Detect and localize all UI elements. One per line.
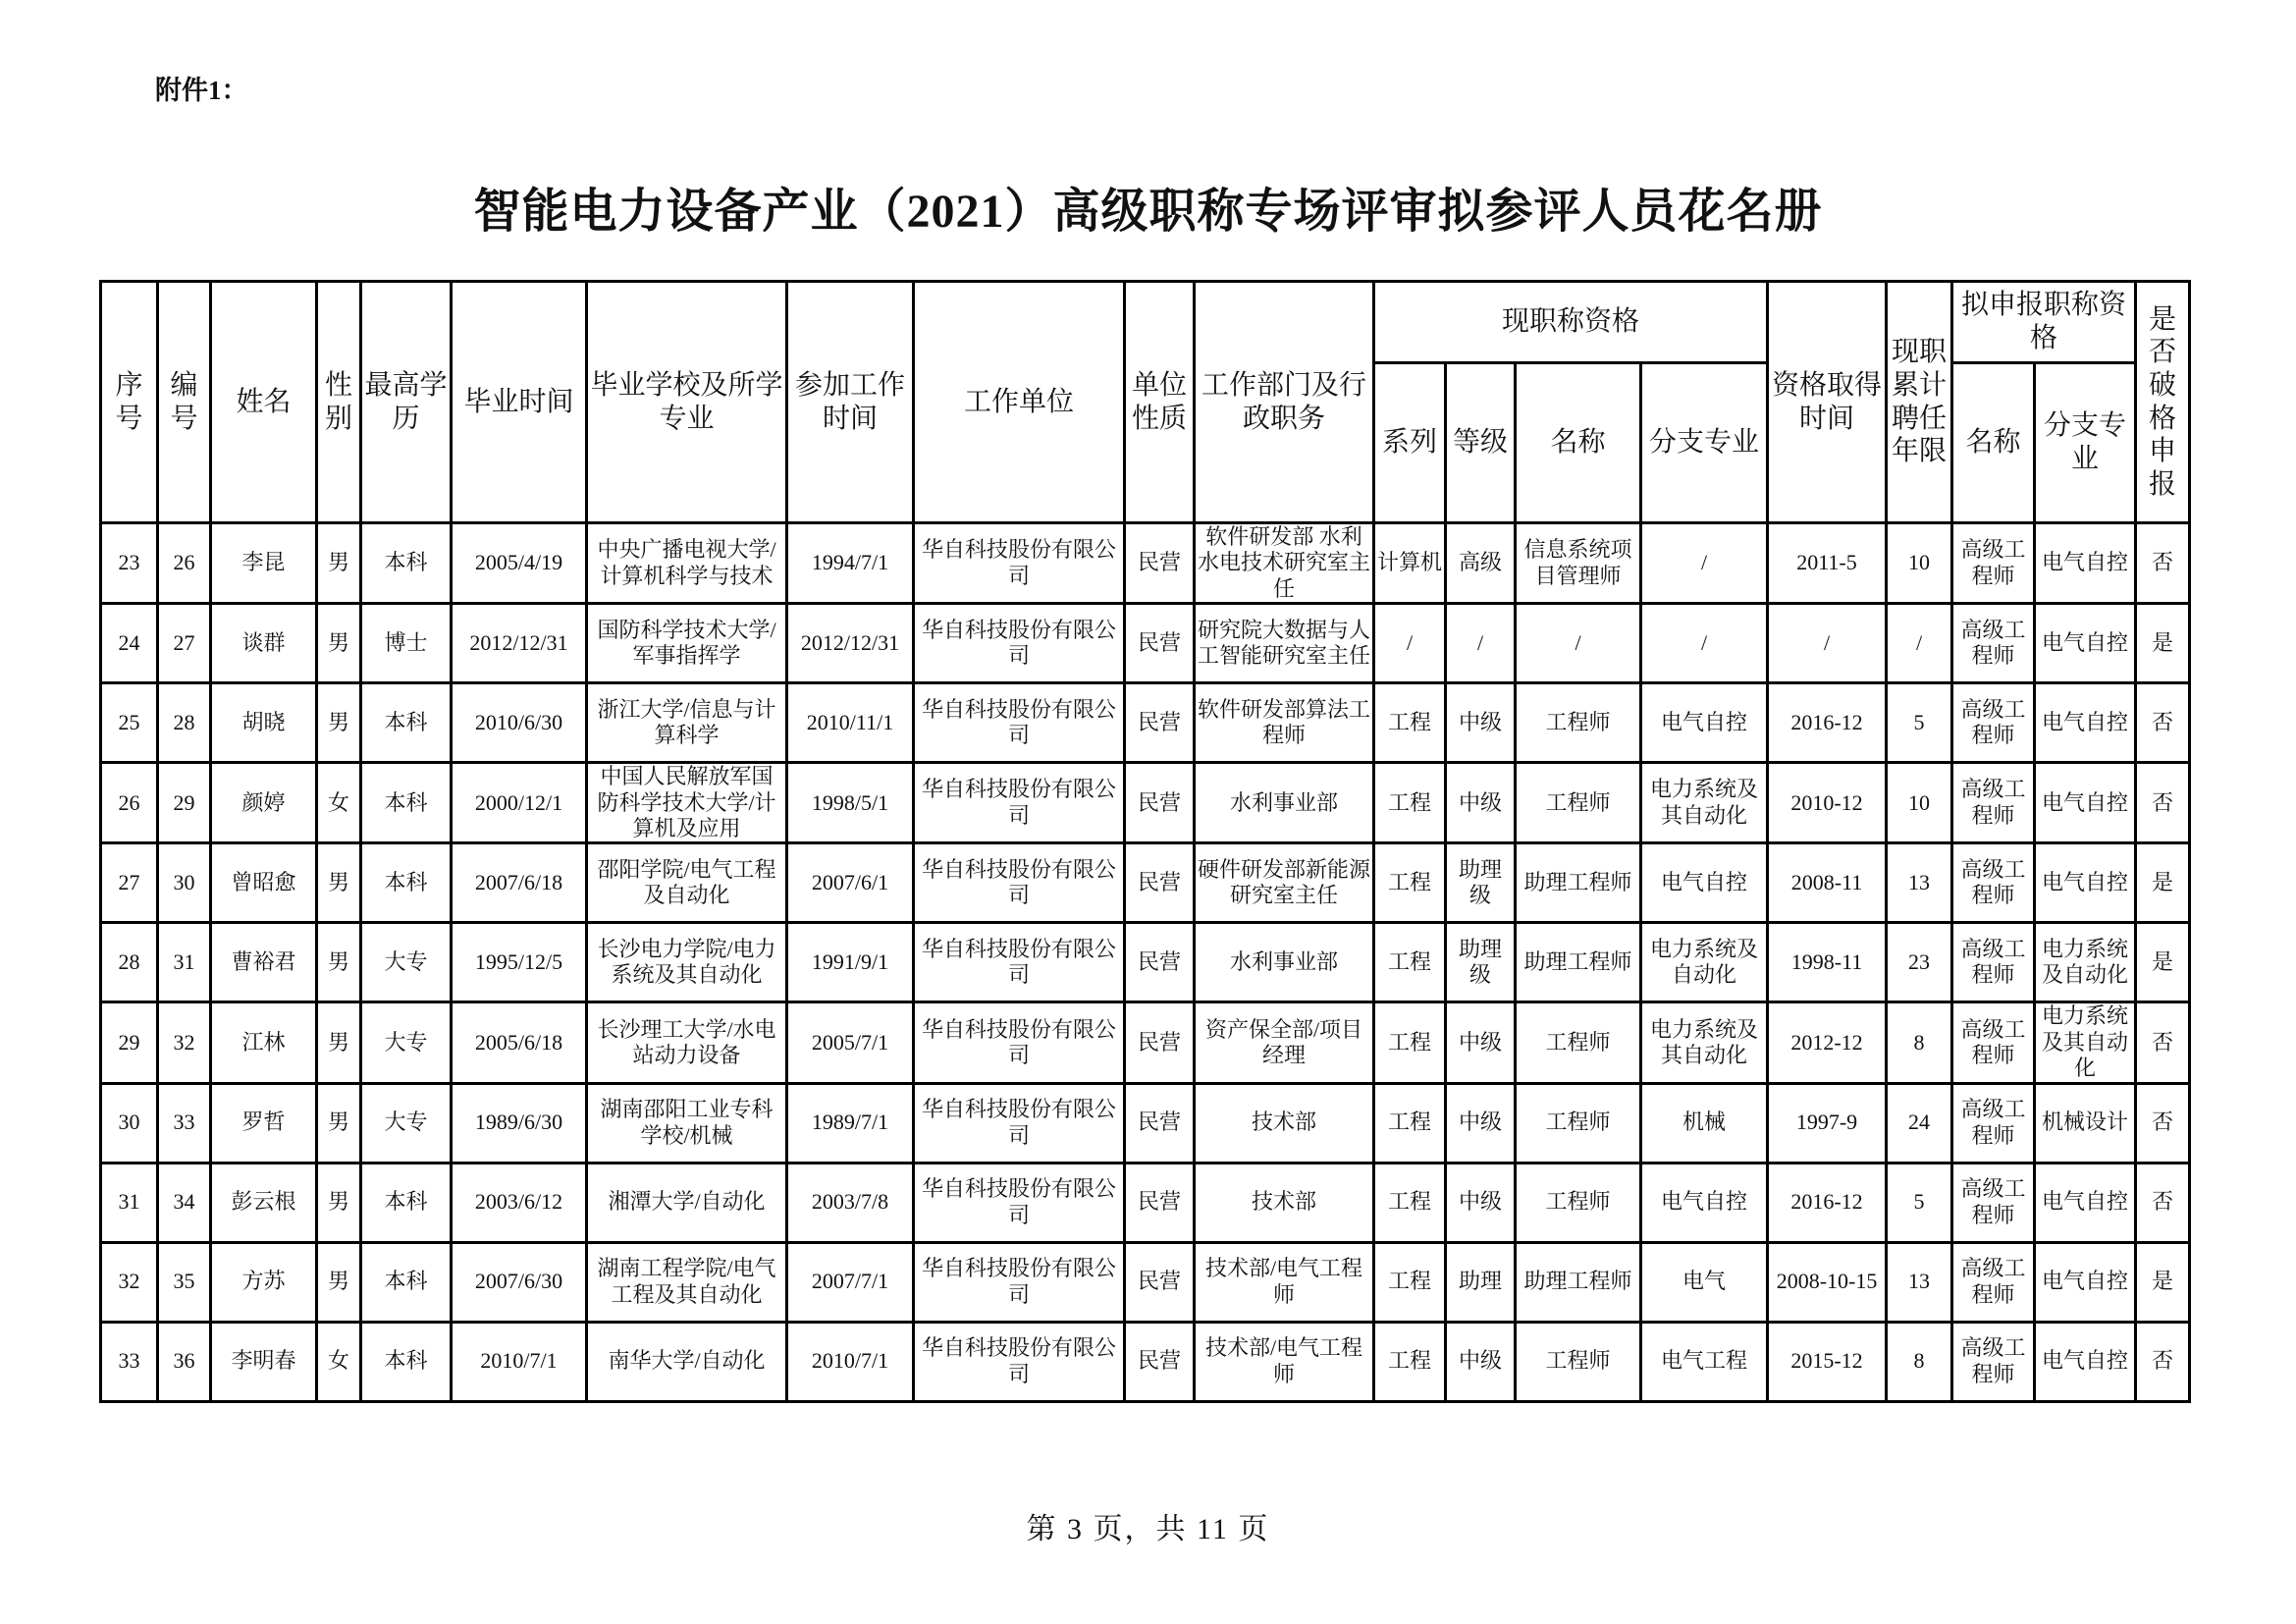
cell-name: 颜婷 [211, 763, 317, 843]
cell-seq: 27 [101, 843, 158, 923]
cell-school-major: 中央广播电视大学/计算机科学与技术 [587, 523, 787, 604]
cell-branch: 电气 [1641, 1242, 1768, 1322]
cell-name: 方苏 [211, 1242, 317, 1322]
cell-apply-branch: 电气自控 [2035, 763, 2136, 843]
cell-seq: 31 [101, 1163, 158, 1242]
header-exceptional: 是否破格申报 [2136, 282, 2190, 523]
cell-seq: 29 [101, 1002, 158, 1083]
cell-education: 本科 [361, 1242, 452, 1322]
cell-school-major: 国防科学技术大学/军事指挥学 [587, 604, 787, 683]
cell-employer-type: 民营 [1125, 1083, 1195, 1163]
cell-exceptional: 否 [2136, 1002, 2190, 1083]
cell-branch: 电力系统及自动化 [1641, 923, 1768, 1002]
cell-exceptional: 否 [2136, 1083, 2190, 1163]
cell-dept-position: 软件研发部 水利水电技术研究室主任 [1195, 523, 1374, 604]
cell-apply-name: 高级工程师 [1952, 843, 2035, 923]
cell-work-start: 1994/7/1 [787, 523, 914, 604]
cell-gender: 女 [317, 1322, 361, 1401]
cell-education: 本科 [361, 523, 452, 604]
header-number: 编号 [158, 282, 211, 523]
cell-branch: 机械 [1641, 1083, 1768, 1163]
cell-name: 曾昭愈 [211, 843, 317, 923]
cell-education: 大专 [361, 1002, 452, 1083]
cell-qual-time: 2010-12 [1768, 763, 1887, 843]
cell-work-start: 2003/7/8 [787, 1163, 914, 1242]
cell-apply-branch: 电气自控 [2035, 683, 2136, 763]
cell-apply-branch: 电气自控 [2035, 1163, 2136, 1242]
cell-apply-name: 高级工程师 [1952, 604, 2035, 683]
cell-years: 13 [1887, 843, 1952, 923]
cell-education: 本科 [361, 763, 452, 843]
cell-grad-time: 1995/12/5 [452, 923, 587, 1002]
cell-gender: 男 [317, 604, 361, 683]
header-employer-type: 单位性质 [1125, 282, 1195, 523]
cell-branch: 电气自控 [1641, 683, 1768, 763]
cell-employer-type: 民营 [1125, 1002, 1195, 1083]
header-apply-name: 名称 [1952, 363, 2035, 523]
cell-work-start: 2010/7/1 [787, 1322, 914, 1401]
cell-gender: 男 [317, 1002, 361, 1083]
cell-name: 彭云根 [211, 1163, 317, 1242]
cell-series: 计算机 [1374, 523, 1446, 604]
cell-title-name: / [1516, 604, 1641, 683]
cell-school-major: 南华大学/自动化 [587, 1322, 787, 1401]
cell-school-major: 中国人民解放军国防科学技术大学/计算机及应用 [587, 763, 787, 843]
cell-exceptional: 是 [2136, 923, 2190, 1002]
cell-apply-name: 高级工程师 [1952, 1163, 2035, 1242]
cell-school-major: 湖南工程学院/电气工程及其自动化 [587, 1242, 787, 1322]
cell-work-start: 2007/7/1 [787, 1242, 914, 1322]
cell-series: 工程 [1374, 683, 1446, 763]
cell-dept-position: 资产保全部/项目经理 [1195, 1002, 1374, 1083]
cell-qual-time: 1998-11 [1768, 923, 1887, 1002]
cell-branch: 电气自控 [1641, 843, 1768, 923]
cell-years: 24 [1887, 1083, 1952, 1163]
cell-qual-time: 2015-12 [1768, 1322, 1887, 1401]
cell-gender: 男 [317, 843, 361, 923]
cell-apply-branch: 电气自控 [2035, 1322, 2136, 1401]
table-row [101, 1002, 2190, 1083]
cell-branch: 电力系统及其自动化 [1641, 1002, 1768, 1083]
cell-employer: 华自科技股份有限公司 [914, 1002, 1125, 1083]
cell-branch: / [1641, 604, 1768, 683]
roster-table [99, 280, 2191, 1403]
cell-level: 中级 [1446, 683, 1516, 763]
cell-number: 28 [158, 683, 211, 763]
header-current-title-group: 现职称资格 [1374, 282, 1768, 363]
header-apply-group: 拟申报职称资格 [1952, 282, 2136, 363]
cell-number: 33 [158, 1083, 211, 1163]
cell-level: 中级 [1446, 1322, 1516, 1401]
cell-branch: / [1641, 523, 1768, 604]
cell-series: 工程 [1374, 1083, 1446, 1163]
table-row [101, 683, 2190, 763]
cell-school-major: 湖南邵阳工业专科学校/机械 [587, 1083, 787, 1163]
cell-employer-type: 民营 [1125, 763, 1195, 843]
cell-branch: 电力系统及其自动化 [1641, 763, 1768, 843]
cell-level: 高级 [1446, 523, 1516, 604]
cell-number: 26 [158, 523, 211, 604]
cell-grad-time: 2007/6/18 [452, 843, 587, 923]
cell-employer: 华自科技股份有限公司 [914, 763, 1125, 843]
page-title: 智能电力设备产业（2021）高级职称专场评审拟参评人员花名册 [473, 186, 1823, 238]
cell-education: 大专 [361, 1083, 452, 1163]
header-level: 等级 [1446, 363, 1516, 523]
cell-gender: 男 [317, 683, 361, 763]
cell-dept-position: 技术部 [1195, 1163, 1374, 1242]
cell-series: 工程 [1374, 1002, 1446, 1083]
header-dept-position: 工作部门及行政职务 [1195, 282, 1374, 523]
cell-dept-position: 技术部 [1195, 1083, 1374, 1163]
cell-grad-time: 2005/6/18 [452, 1002, 587, 1083]
cell-employer: 华自科技股份有限公司 [914, 683, 1125, 763]
cell-seq: 23 [101, 523, 158, 604]
cell-seq: 33 [101, 1322, 158, 1401]
cell-series: 工程 [1374, 1322, 1446, 1401]
cell-title-name: 工程师 [1516, 683, 1641, 763]
cell-level: 中级 [1446, 1002, 1516, 1083]
cell-work-start: 2005/7/1 [787, 1002, 914, 1083]
table-row [101, 1083, 2190, 1163]
cell-education: 本科 [361, 1322, 452, 1401]
cell-series: 工程 [1374, 1242, 1446, 1322]
cell-qual-time: 2016-12 [1768, 683, 1887, 763]
table-row [101, 604, 2190, 683]
cell-gender: 男 [317, 1083, 361, 1163]
cell-number: 30 [158, 843, 211, 923]
cell-grad-time: 1989/6/30 [452, 1083, 587, 1163]
cell-title-name: 工程师 [1516, 1322, 1641, 1401]
cell-level: 中级 [1446, 1163, 1516, 1242]
cell-years: 8 [1887, 1002, 1952, 1083]
cell-apply-branch: 电气自控 [2035, 523, 2136, 604]
header-title-name: 名称 [1516, 363, 1641, 523]
cell-apply-name: 高级工程师 [1952, 683, 2035, 763]
cell-number: 36 [158, 1322, 211, 1401]
cell-gender: 男 [317, 1163, 361, 1242]
cell-name: 谈群 [211, 604, 317, 683]
cell-qual-time: 2011-5 [1768, 523, 1887, 604]
cell-name: 罗哲 [211, 1083, 317, 1163]
table-row [101, 843, 2190, 923]
cell-name: 胡晓 [211, 683, 317, 763]
cell-school-major: 长沙电力学院/电力系统及其自动化 [587, 923, 787, 1002]
cell-employer: 华自科技股份有限公司 [914, 1242, 1125, 1322]
cell-title-name: 工程师 [1516, 763, 1641, 843]
table-row [101, 923, 2190, 1002]
cell-years: 23 [1887, 923, 1952, 1002]
cell-work-start: 2010/11/1 [787, 683, 914, 763]
header-gender: 性别 [317, 282, 361, 523]
cell-qual-time: / [1768, 604, 1887, 683]
cell-level: / [1446, 604, 1516, 683]
cell-employer-type: 民营 [1125, 1163, 1195, 1242]
cell-name: 江林 [211, 1002, 317, 1083]
cell-education: 大专 [361, 923, 452, 1002]
cell-series: 工程 [1374, 923, 1446, 1002]
cell-exceptional: 否 [2136, 763, 2190, 843]
cell-apply-branch: 电气自控 [2035, 604, 2136, 683]
cell-school-major: 邵阳学院/电气工程及自动化 [587, 843, 787, 923]
cell-work-start: 1989/7/1 [787, 1083, 914, 1163]
cell-years: 10 [1887, 763, 1952, 843]
cell-level: 助理 [1446, 1242, 1516, 1322]
cell-number: 35 [158, 1242, 211, 1322]
cell-qual-time: 2016-12 [1768, 1163, 1887, 1242]
header-employer: 工作单位 [914, 282, 1125, 523]
cell-employer: 华自科技股份有限公司 [914, 523, 1125, 604]
cell-employer-type: 民营 [1125, 683, 1195, 763]
cell-dept-position: 水利事业部 [1195, 763, 1374, 843]
cell-years: 10 [1887, 523, 1952, 604]
cell-exceptional: 否 [2136, 683, 2190, 763]
cell-gender: 男 [317, 1242, 361, 1322]
cell-seq: 24 [101, 604, 158, 683]
cell-dept-position: 技术部/电气工程师 [1195, 1322, 1374, 1401]
cell-dept-position: 水利事业部 [1195, 923, 1374, 1002]
cell-employer-type: 民营 [1125, 523, 1195, 604]
cell-apply-name: 高级工程师 [1952, 763, 2035, 843]
cell-apply-name: 高级工程师 [1952, 1242, 2035, 1322]
cell-number: 27 [158, 604, 211, 683]
header-name: 姓名 [211, 282, 317, 523]
cell-series: 工程 [1374, 1163, 1446, 1242]
cell-branch: 电气自控 [1641, 1163, 1768, 1242]
cell-apply-branch: 电力系统及自动化 [2035, 923, 2136, 1002]
cell-grad-time: 2010/7/1 [452, 1322, 587, 1401]
cell-grad-time: 2005/4/19 [452, 523, 587, 604]
cell-grad-time: 2007/6/30 [452, 1242, 587, 1322]
cell-apply-branch: 机械设计 [2035, 1083, 2136, 1163]
cell-years: 13 [1887, 1242, 1952, 1322]
cell-years: 8 [1887, 1322, 1952, 1401]
cell-number: 29 [158, 763, 211, 843]
cell-gender: 男 [317, 923, 361, 1002]
cell-seq: 26 [101, 763, 158, 843]
cell-title-name: 助理工程师 [1516, 843, 1641, 923]
cell-grad-time: 2010/6/30 [452, 683, 587, 763]
cell-apply-name: 高级工程师 [1952, 1002, 2035, 1083]
page-footer: 第 3 页，共 11 页 [1026, 1513, 1270, 1545]
table-row [101, 523, 2190, 604]
cell-work-start: 1991/9/1 [787, 923, 914, 1002]
cell-apply-branch: 电气自控 [2035, 843, 2136, 923]
cell-employer: 华自科技股份有限公司 [914, 843, 1125, 923]
cell-branch: 电气工程 [1641, 1322, 1768, 1401]
cell-exceptional: 否 [2136, 523, 2190, 604]
cell-employer: 华自科技股份有限公司 [914, 1322, 1125, 1401]
cell-grad-time: 2003/6/12 [452, 1163, 587, 1242]
cell-apply-branch: 电力系统及其自动化 [2035, 1002, 2136, 1083]
cell-grad-time: 2012/12/31 [452, 604, 587, 683]
cell-apply-name: 高级工程师 [1952, 1322, 2035, 1401]
cell-apply-name: 高级工程师 [1952, 923, 2035, 1002]
cell-title-name: 工程师 [1516, 1163, 1641, 1242]
cell-work-start: 2012/12/31 [787, 604, 914, 683]
table-row [101, 763, 2190, 843]
cell-employer: 华自科技股份有限公司 [914, 923, 1125, 1002]
cell-name: 曹裕君 [211, 923, 317, 1002]
table-row [101, 1163, 2190, 1242]
cell-gender: 女 [317, 763, 361, 843]
cell-seq: 30 [101, 1083, 158, 1163]
cell-grad-time: 2000/12/1 [452, 763, 587, 843]
cell-dept-position: 研究院大数据与人工智能研究室主任 [1195, 604, 1374, 683]
header-grad-time: 毕业时间 [452, 282, 587, 523]
cell-apply-name: 高级工程师 [1952, 1083, 2035, 1163]
cell-school-major: 浙江大学/信息与计算科学 [587, 683, 787, 763]
cell-dept-position: 硬件研发部新能源研究室主任 [1195, 843, 1374, 923]
cell-title-name: 助理工程师 [1516, 923, 1641, 1002]
cell-seq: 25 [101, 683, 158, 763]
cell-employer-type: 民营 [1125, 843, 1195, 923]
cell-series: / [1374, 604, 1446, 683]
cell-years: 5 [1887, 683, 1952, 763]
cell-qual-time: 2012-12 [1768, 1002, 1887, 1083]
cell-employer-type: 民营 [1125, 604, 1195, 683]
cell-title-name: 信息系统项目管理师 [1516, 523, 1641, 604]
cell-gender: 男 [317, 523, 361, 604]
cell-level: 助理级 [1446, 923, 1516, 1002]
header-work-start: 参加工作时间 [787, 282, 914, 523]
header-seq: 序号 [101, 282, 158, 523]
cell-dept-position: 软件研发部算法工程师 [1195, 683, 1374, 763]
cell-exceptional: 否 [2136, 1163, 2190, 1242]
header-school-major: 毕业学校及所学专业 [587, 282, 787, 523]
cell-number: 34 [158, 1163, 211, 1242]
cell-name: 李昆 [211, 523, 317, 604]
cell-school-major: 湘潭大学/自动化 [587, 1163, 787, 1242]
cell-number: 32 [158, 1002, 211, 1083]
cell-qual-time: 1997-9 [1768, 1083, 1887, 1163]
cell-education: 本科 [361, 843, 452, 923]
cell-employer-type: 民营 [1125, 1322, 1195, 1401]
header-branch: 分支专业 [1641, 363, 1768, 523]
cell-qual-time: 2008-11 [1768, 843, 1887, 923]
cell-employer-type: 民营 [1125, 923, 1195, 1002]
cell-exceptional: 是 [2136, 1242, 2190, 1322]
attachment-label: 附件1： [155, 76, 248, 105]
header-series: 系列 [1374, 363, 1446, 523]
cell-dept-position: 技术部/电气工程师 [1195, 1242, 1374, 1322]
cell-name: 李明春 [211, 1322, 317, 1401]
header-years: 现职累计聘任年限 [1887, 282, 1952, 523]
cell-series: 工程 [1374, 763, 1446, 843]
cell-seq: 32 [101, 1242, 158, 1322]
cell-apply-branch: 电气自控 [2035, 1242, 2136, 1322]
header-apply-branch: 分支专业 [2035, 363, 2136, 523]
cell-level: 助理级 [1446, 843, 1516, 923]
cell-work-start: 2007/6/1 [787, 843, 914, 923]
table-row [101, 1322, 2190, 1401]
cell-exceptional: 是 [2136, 604, 2190, 683]
cell-education: 本科 [361, 683, 452, 763]
cell-employer: 华自科技股份有限公司 [914, 1163, 1125, 1242]
table-row [101, 1242, 2190, 1322]
cell-employer-type: 民营 [1125, 1242, 1195, 1322]
cell-title-name: 工程师 [1516, 1002, 1641, 1083]
header-education: 最高学历 [361, 282, 452, 523]
cell-exceptional: 否 [2136, 1322, 2190, 1401]
cell-exceptional: 是 [2136, 843, 2190, 923]
cell-number: 31 [158, 923, 211, 1002]
cell-school-major: 长沙理工大学/水电站动力设备 [587, 1002, 787, 1083]
cell-education: 博士 [361, 604, 452, 683]
cell-employer: 华自科技股份有限公司 [914, 1083, 1125, 1163]
cell-years: / [1887, 604, 1952, 683]
cell-level: 中级 [1446, 763, 1516, 843]
cell-apply-name: 高级工程师 [1952, 523, 2035, 604]
cell-title-name: 工程师 [1516, 1083, 1641, 1163]
cell-education: 本科 [361, 1163, 452, 1242]
cell-years: 5 [1887, 1163, 1952, 1242]
cell-qual-time: 2008-10-15 [1768, 1242, 1887, 1322]
cell-level: 中级 [1446, 1083, 1516, 1163]
cell-seq: 28 [101, 923, 158, 1002]
cell-employer: 华自科技股份有限公司 [914, 604, 1125, 683]
cell-series: 工程 [1374, 843, 1446, 923]
cell-title-name: 助理工程师 [1516, 1242, 1641, 1322]
cell-work-start: 1998/5/1 [787, 763, 914, 843]
header-qual-time: 资格取得时间 [1768, 282, 1887, 523]
